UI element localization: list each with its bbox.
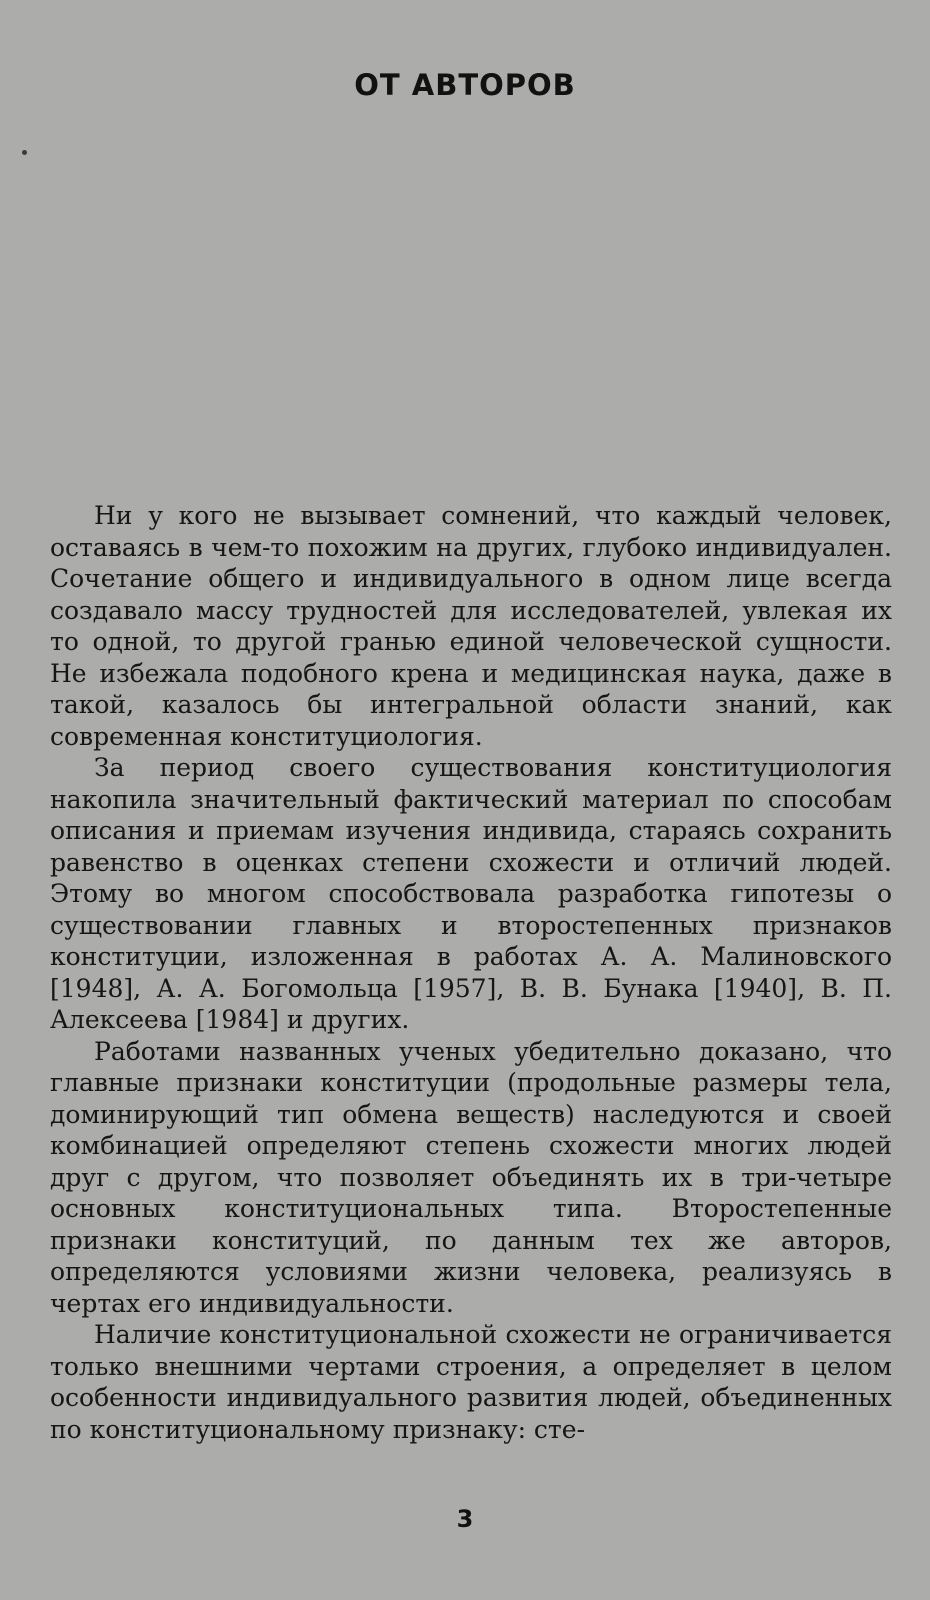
page-title: ОТ АВТОРОВ [354, 68, 576, 102]
scan-speck [22, 150, 27, 155]
paragraph: Наличие конституциональной схожести не ограничивается только внешними чертами строения, а определяет в целом особенности индивидуального развития людей, объединенных по конституциональному признаку: сте- [50, 1320, 892, 1444]
body-text [50, 500, 892, 1445]
paragraph: Ни у кого не вызывает сомнений, что каждый человек, оставаясь в чем-то похожим на других, глубоко индивидуален. Сочетание общего и индивидуального в одном лице всегда создавало массу трудностей для исследователей, увлекая их то одной, то другой гранью единой человеческой сущности. Не избежала подобного крена и медицинская наука, даже в такой, казалось бы интегральной области знаний, как современная конституциология. [50, 501, 892, 751]
paragraph: Работами названных ученых убедительно доказано, что главные признаки конституции (продольные размеры тела, доминирующий тип обмена веществ) наследуются и своей комбинацией определяют степень схожести многих людей друг с другом, что позволяет объединять их в три-четыре основных конституциональных типа. Второстепенные признаки конституций, по данным тех же авторов, определяются условиями жизни человека, реализуясь в чертах его индивидуальности. [50, 1036, 892, 1318]
paragraph: За период своего существования конституциология накопила значительный фактический материал по способам описания и приемам изучения индивида, стараясь сохранить равенство в оценках степени схожести и отличий людей. Этому во многом способствовала разработка гипотезы о существовании главных и второстепенных признаков конституции, изложенная в работах А. А. Малиновского [1948], А. А. Богомольца [1957], В. В. Бунака [1940], В. П. Алексеева [1984] и других. [50, 753, 892, 1034]
page-number: 3 [456, 1505, 474, 1533]
